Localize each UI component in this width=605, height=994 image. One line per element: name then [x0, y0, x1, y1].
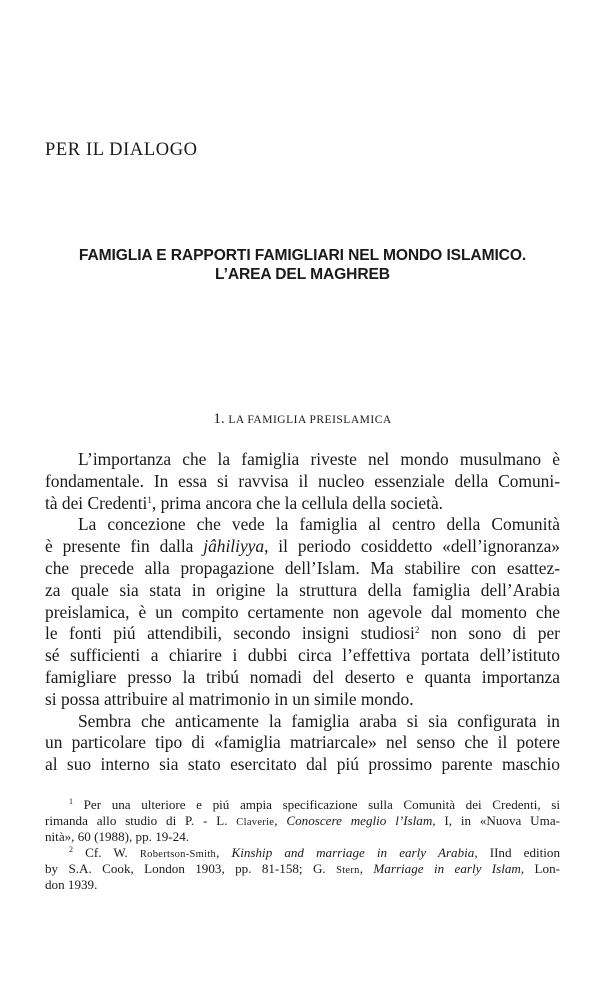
body-line: al suo interno sia stato esercitato dal piú prossimo parente maschio: [45, 754, 560, 775]
text-run: , prima ancora che la cellula della società.: [151, 492, 444, 513]
body-line: un particolare tipo di «famiglia matriarcale» nel senso che il potere: [45, 732, 560, 753]
text-run: è presente fin dalla: [45, 536, 204, 557]
subsection-label: LA FAMIGLIA PREISLAMICA: [228, 414, 392, 426]
footnote-2-line: don 1939.: [45, 877, 98, 892]
body-line: [45, 493, 560, 515]
body-line: za quale sia stata in origine la struttura della famiglia dell’Arabia: [45, 579, 560, 600]
work-title: Marriage in early Islam: [373, 861, 521, 876]
text-run: rimanda allo studio di P. - L.: [45, 813, 237, 828]
body-line: famigliare presso la tribú nomadi del deserto e quanta importanza: [45, 666, 560, 687]
footnote-1-line: nità», 60 (1988), pp. 19-24.: [45, 829, 190, 844]
footnotes: [45, 797, 560, 893]
section-heading: PER IL DIALOGO: [45, 140, 198, 160]
body-text: [45, 449, 560, 776]
work-title: Kinship and marriage in early Arabia: [231, 845, 475, 860]
body-line: sé sufficienti a chiarire i dubbi circa l’effettiva portata dell’istituto: [45, 645, 560, 666]
page: [45, 0, 560, 994]
text-run: ,: [359, 861, 374, 876]
text-run: Per una ulteriore e piú ampia specificazione sulla Comunità dei Credenti, si: [73, 797, 560, 812]
text-run: Cf. W.: [73, 845, 140, 860]
body-line: Sembra che anticamente la famiglia araba si sia configurata in: [78, 710, 560, 731]
author-name: Claverie: [236, 817, 275, 828]
author-name: Robertson-Smith: [139, 849, 217, 860]
footnote-mark-1: 1: [69, 797, 73, 806]
text-run: ,: [216, 845, 232, 860]
footnote-1-line: [45, 813, 560, 829]
text-run: le fonti piú attendibili, secondo insigni studiosi: [45, 623, 415, 644]
article-title: [45, 246, 560, 284]
title-line-1: FAMIGLIA E RAPPORTI FAMIGLIARI NEL MONDO ISLAMICO.: [78, 247, 527, 264]
text-run: , Lon-: [520, 861, 560, 876]
footnote-ref-1[interactable]: 1: [147, 494, 152, 505]
text-run: , I, in «Nuova Uma-: [432, 813, 560, 828]
text-run: ,: [274, 813, 287, 828]
footnote-2-line: [45, 861, 560, 877]
body-line: [45, 623, 560, 645]
text-run: by S.A. Cook, London 1903, pp. 81-158; G.: [45, 861, 337, 876]
text-run: , il periodo cosiddetto «dell’ignoranza»: [264, 536, 560, 557]
footnote-1-line: [45, 797, 560, 813]
footnote-2-line: [45, 845, 560, 861]
footnote-mark-2: 2: [69, 845, 73, 854]
body-line: che precede alla propagazione dell’Islam. Ma stabilire con esattez-: [45, 557, 560, 578]
work-title: Conoscere meglio l’Islam: [286, 813, 433, 828]
term-jahiliyya: jâhiliyya: [203, 536, 265, 557]
body-line: si possa attribuire al matrimonio in un simile mondo.: [45, 688, 414, 709]
author-name: Stern: [336, 865, 360, 876]
subsection-heading: [45, 411, 560, 428]
body-line: L’importanza che la famiglia riveste nel mondo musulmano è: [78, 449, 560, 469]
footnote-ref-2[interactable]: 2: [414, 625, 420, 636]
text-run: tà dei Credenti: [45, 492, 148, 513]
body-line: La concezione che vede la famiglia al centro della Comunità: [78, 514, 560, 535]
body-line: [45, 536, 560, 558]
text-run: , IInd edition: [474, 845, 560, 860]
title-line-2: L’AREA DEL MAGHREB: [215, 266, 390, 283]
subsection-number: 1.: [213, 411, 225, 427]
text-run: non sono di per: [419, 623, 560, 644]
body-line: preislamica, è un compito certamente non agevole dal momento che: [45, 601, 560, 622]
body-line: fondamentale. In essa si ravvisa il nucleo essenziale della Comuni-: [45, 470, 560, 491]
